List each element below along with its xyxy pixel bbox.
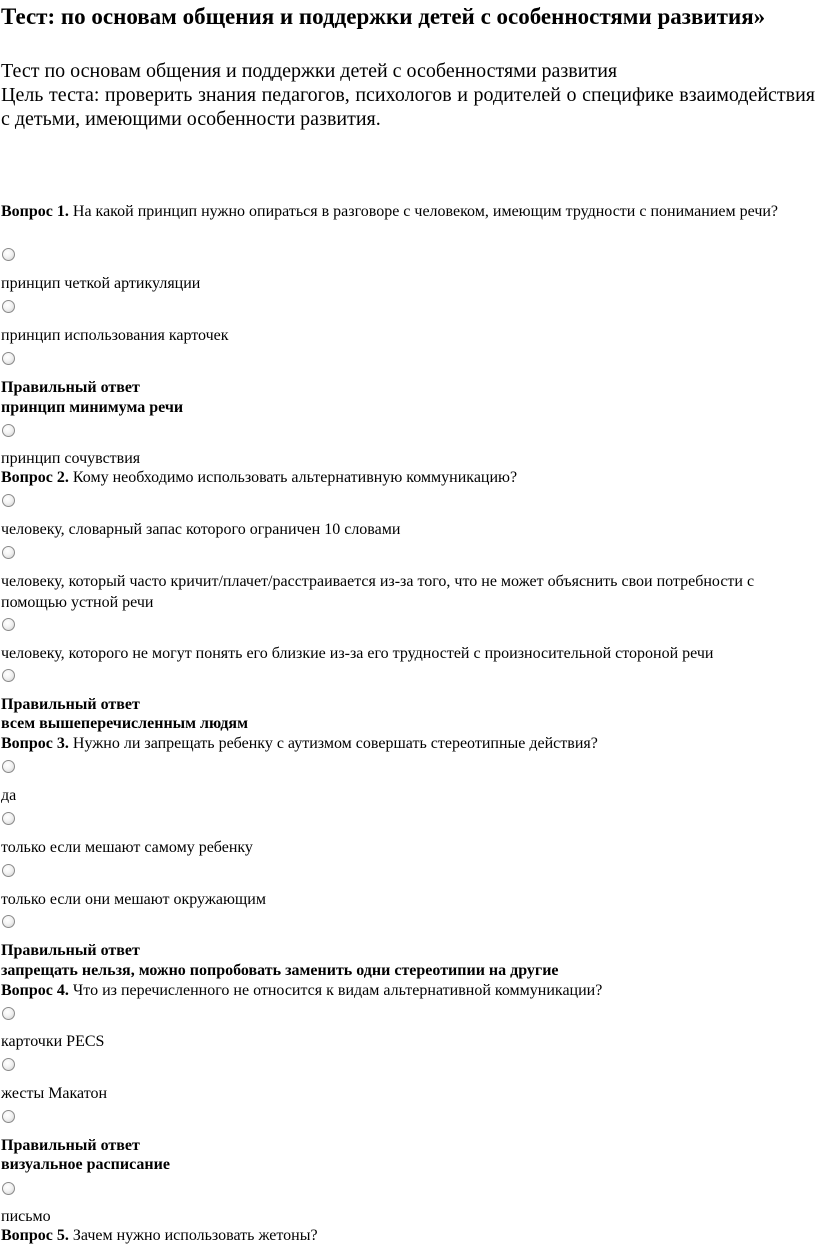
correct-answer: всем вышеперечисленным людям bbox=[1, 715, 248, 732]
option-label: принцип сочувствия bbox=[1, 450, 141, 467]
radio-q1-option-1[interactable] bbox=[2, 248, 15, 261]
question-text: Что из перечисленного не относится к видам альтернативной коммуникации? bbox=[72, 982, 603, 999]
correct-answer: принцип минимума речи bbox=[1, 399, 184, 416]
correct-answer-label: Правильный ответ bbox=[1, 696, 140, 713]
question-number: Вопрос 5. bbox=[1, 1227, 69, 1244]
radio-q3-option-1[interactable] bbox=[2, 760, 15, 773]
radio-q2-option-1[interactable] bbox=[2, 494, 15, 507]
correct-answer-label: Правильный ответ bbox=[1, 942, 140, 959]
radio-q3-option-2[interactable] bbox=[2, 812, 15, 825]
question-3 bbox=[1, 733, 815, 754]
question-5 bbox=[1, 1225, 815, 1246]
option-label: карточки PECS bbox=[1, 1033, 105, 1050]
option-label: принцип четкой артикуляции bbox=[1, 275, 201, 292]
question-text: На какой принцип нужно опираться в разговоре с человеком, имеющим трудности с пониманием речи? bbox=[72, 203, 779, 220]
radio-q2-option-2[interactable] bbox=[2, 546, 15, 559]
radio-q1-option-4[interactable] bbox=[2, 424, 15, 437]
question-2 bbox=[1, 467, 815, 488]
page-title: Тест: по основам общения и поддержки детей с особенностями развития» bbox=[1, 4, 766, 29]
option-label: да bbox=[1, 787, 17, 804]
option-label: только если они мешают окружающим bbox=[1, 891, 266, 908]
option-label: человеку, который часто кричит/плачет/расстраивается из-за того, что не может объяснить свои потребности с помощью устной речи bbox=[1, 573, 755, 611]
question-number: Вопрос 2. bbox=[1, 469, 69, 486]
radio-q4-option-3[interactable] bbox=[2, 1110, 15, 1123]
radio-q1-option-3[interactable] bbox=[2, 352, 15, 365]
radio-q4-option-2[interactable] bbox=[2, 1058, 15, 1071]
correct-answer: запрещать нельзя, можно попробовать заменить одни стереотипии на другие bbox=[1, 962, 559, 979]
test-subtitle: Тест по основам общения и поддержки детей с особенностями развития bbox=[1, 60, 618, 82]
correct-answer-label: Правильный ответ bbox=[1, 379, 140, 396]
option-label: принцип использования карточек bbox=[1, 327, 229, 344]
radio-q4-option-4[interactable] bbox=[2, 1182, 15, 1195]
question-number: Вопрос 3. bbox=[1, 735, 69, 752]
option-label: жесты Макатон bbox=[1, 1085, 108, 1102]
radio-q3-option-4[interactable] bbox=[2, 915, 15, 928]
question-number: Вопрос 4. bbox=[1, 982, 69, 999]
question-text: Зачем нужно использовать жетоны? bbox=[72, 1227, 318, 1244]
option-label: письмо bbox=[1, 1208, 51, 1225]
correct-answer: визуальное расписание bbox=[1, 1156, 170, 1173]
question-4 bbox=[1, 980, 815, 1001]
question-number: Вопрос 1. bbox=[1, 203, 69, 220]
radio-q1-option-2[interactable] bbox=[2, 300, 15, 313]
correct-answer-label: Правильный ответ bbox=[1, 1137, 140, 1154]
question-text: Нужно ли запрещать ребенку с аутизмом совершать стереотипные действия? bbox=[72, 735, 598, 752]
question-1 bbox=[1, 201, 815, 222]
test-goal: Цель теста: проверить знания педагогов, психологов и родителей о специфике взаимодействия с детьми, имеющими особенности развития. bbox=[1, 84, 815, 130]
radio-q3-option-3[interactable] bbox=[2, 864, 15, 877]
question-text: Кому необходимо использовать альтернативную коммуникацию? bbox=[72, 469, 518, 486]
radio-q2-option-3[interactable] bbox=[2, 618, 15, 631]
radio-q4-option-1[interactable] bbox=[2, 1007, 15, 1020]
radio-q2-option-4[interactable] bbox=[2, 669, 15, 682]
option-label: человеку, которого не могут понять его близкие из-за его трудностей с произносительной стороной речи bbox=[1, 645, 714, 662]
option-label: человеку, словарный запас которого ограничен 10 словами bbox=[1, 521, 401, 538]
option-label: только если мешают самому ребенку bbox=[1, 839, 253, 856]
